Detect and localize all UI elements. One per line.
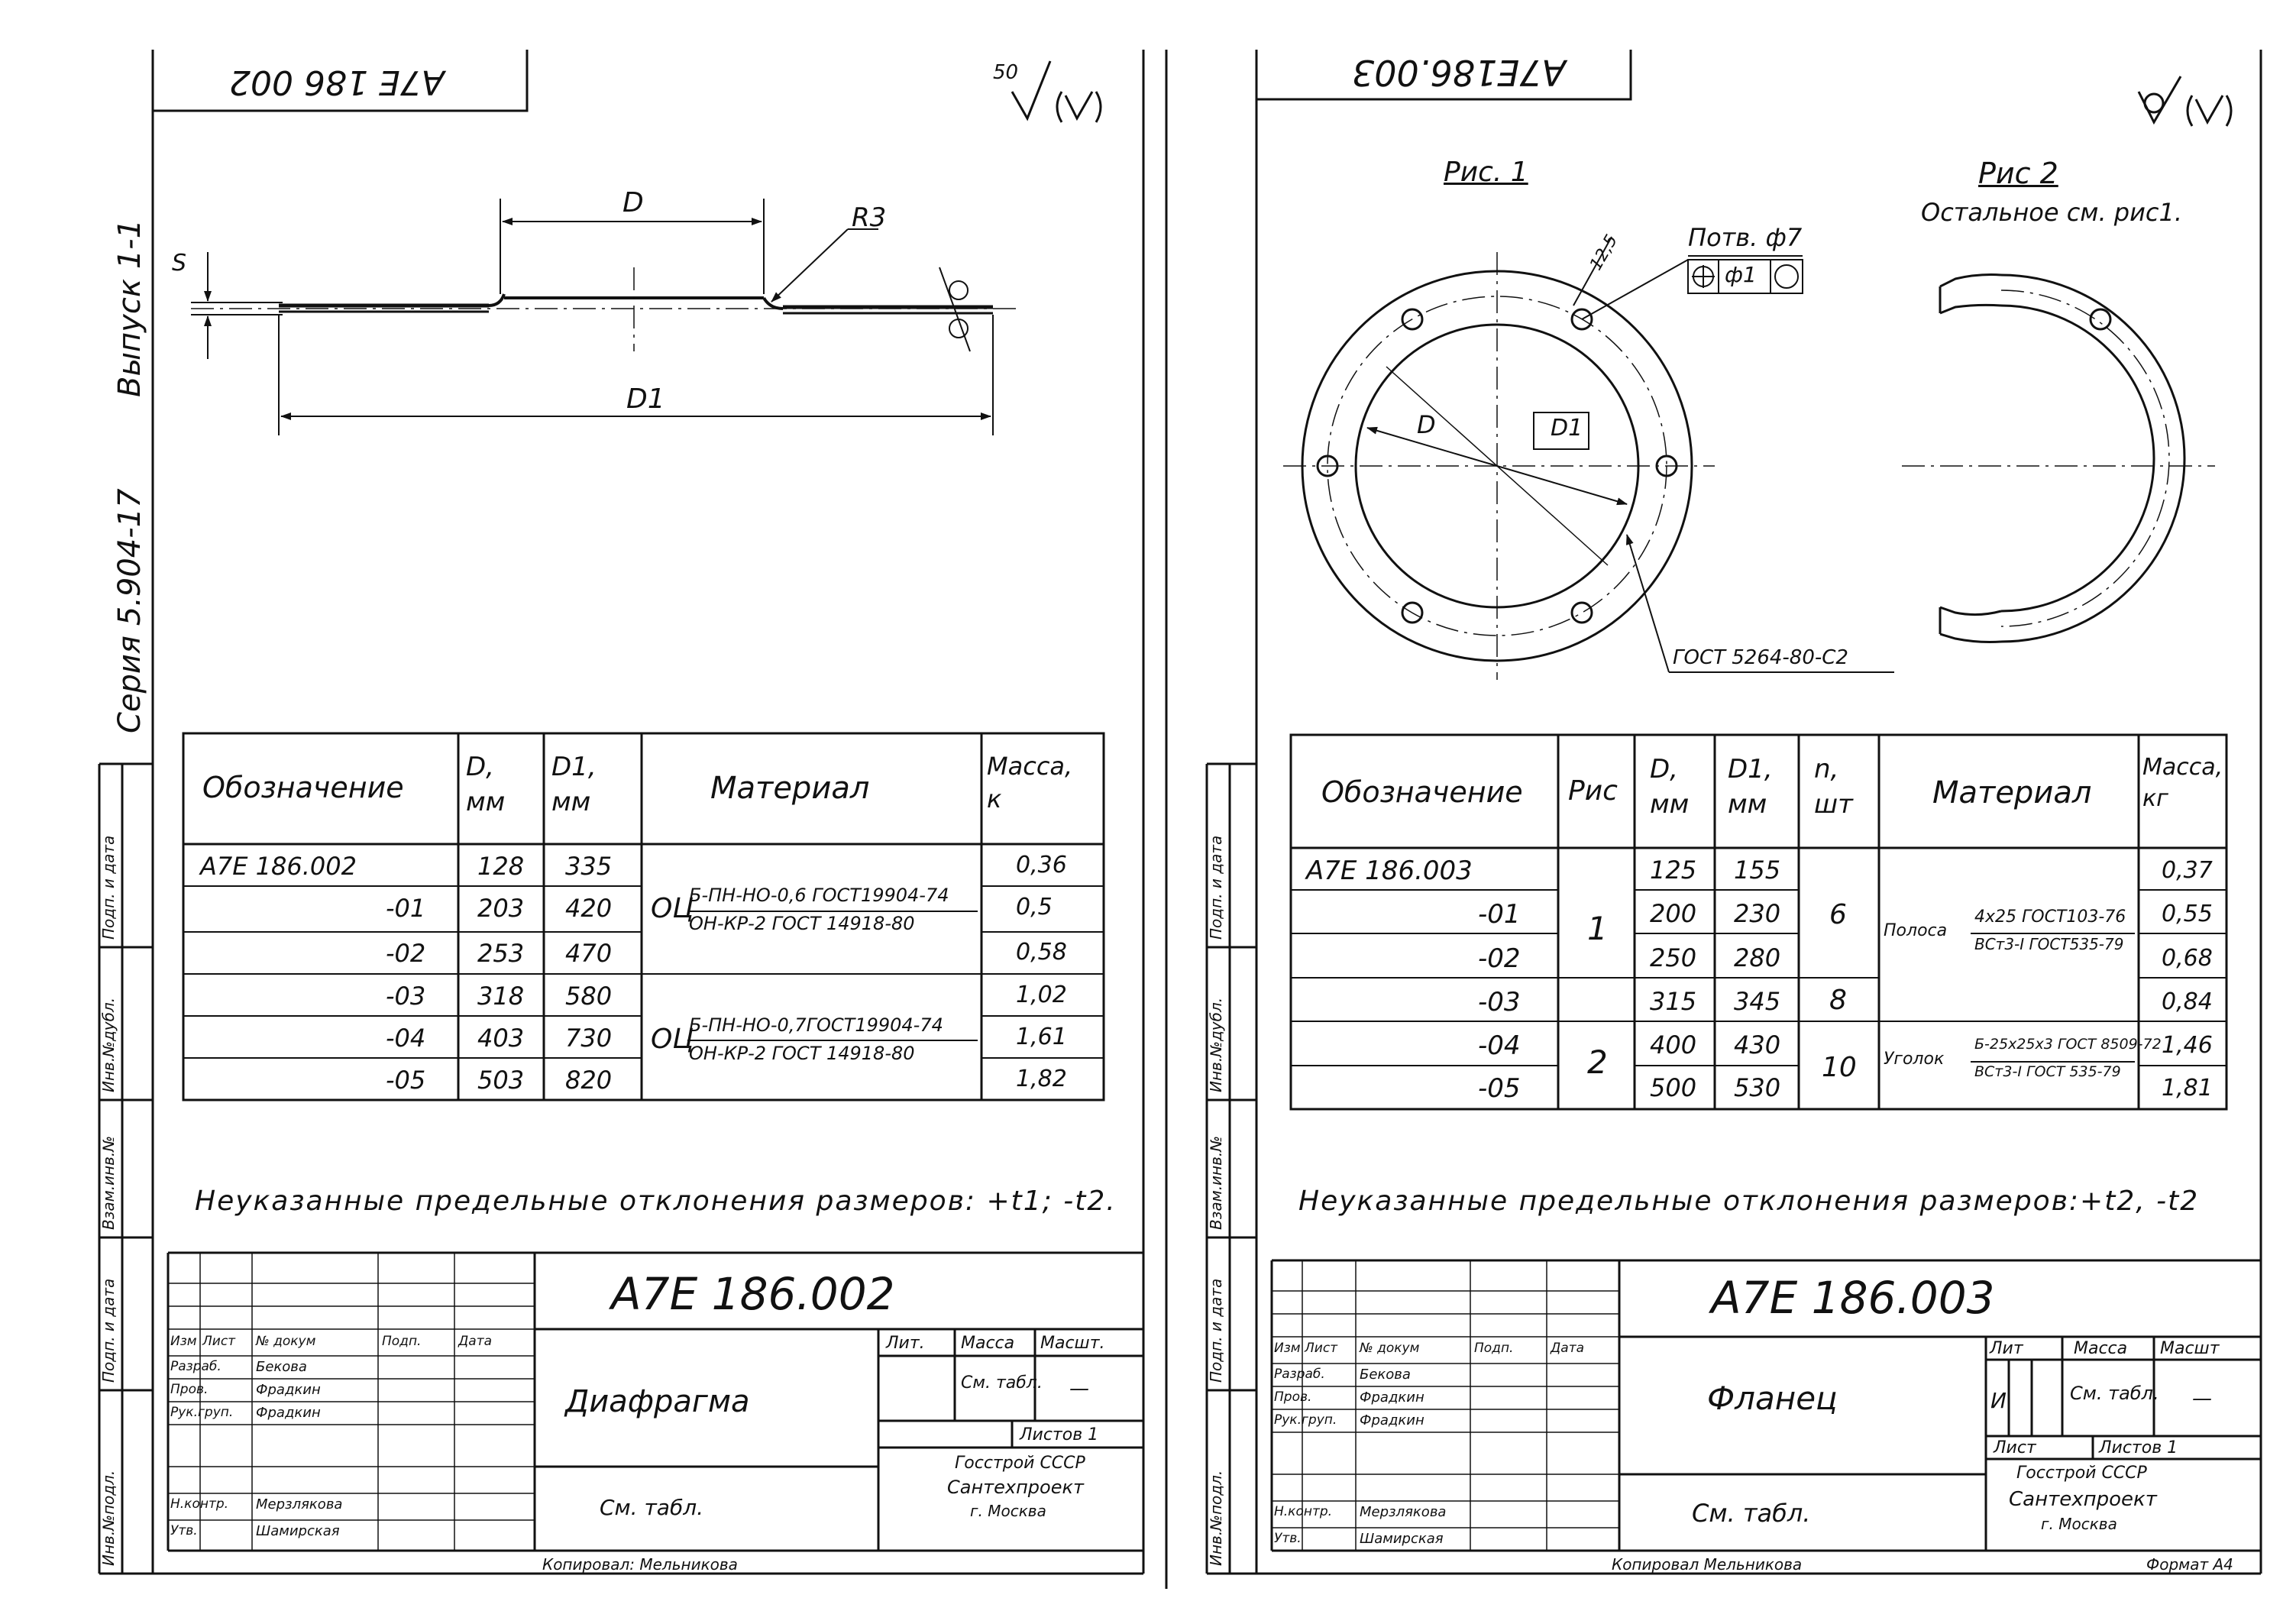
left-role-5: Утв. xyxy=(170,1523,198,1538)
rt-row-4-d1: 430 xyxy=(1734,1030,1781,1059)
right-side-0: Инв.№подл. xyxy=(1207,1470,1225,1566)
lt-row-3-mass: 1,02 xyxy=(1016,982,1067,1008)
rt-n-group-2: 10 xyxy=(1822,1052,1857,1083)
right-col-doc: № докум xyxy=(1360,1341,1420,1356)
left-role-3: Рук.груп. xyxy=(170,1405,234,1420)
right-role-4: Н.контр. xyxy=(1274,1504,1333,1519)
lt-row-2-d1: 470 xyxy=(565,939,613,968)
lt-row-2-d: 253 xyxy=(477,939,525,968)
left-scale-val: — xyxy=(1069,1377,1089,1400)
lt-header-material: Материал xyxy=(710,771,870,806)
rt-row-1-d1: 230 xyxy=(1734,899,1781,928)
rt-n-group-0: 6 xyxy=(1829,899,1847,930)
right-lit-val: И xyxy=(1990,1388,2007,1413)
right-org-1: Сантехпроект xyxy=(2009,1488,2157,1511)
left-see-table: См. табл. xyxy=(600,1495,704,1520)
lt-row-0-d1: 335 xyxy=(565,852,613,881)
left-side-2: Взам.инв.№ xyxy=(99,1135,118,1230)
position-tolerance: ф1 xyxy=(1725,262,1757,287)
right-role-1: Разраб. xyxy=(1274,1367,1325,1382)
rt-n-group-1: 8 xyxy=(1829,985,1847,1016)
left-col-sign: Подп. xyxy=(382,1334,422,1349)
left-corner-code: A7E 186 002 xyxy=(229,63,445,102)
left-issue-label: Выпуск 1-1 xyxy=(112,218,147,397)
right-hdr-lit: Лит xyxy=(1990,1339,2023,1358)
left-role-1: Разраб. xyxy=(170,1359,222,1374)
rt-row-5-mass: 1,81 xyxy=(2162,1075,2213,1101)
right-part-name: Фланец xyxy=(1707,1380,1838,1417)
right-org-0: Госстрой СССР xyxy=(2016,1464,2147,1483)
right-hdr-scale: Масшт xyxy=(2160,1339,2220,1358)
lt-row-2-mass: 0,58 xyxy=(1016,939,1067,966)
left-side-0: Инв.№подл. xyxy=(99,1470,118,1566)
left-hdr-lit: Лит. xyxy=(886,1334,925,1353)
dim-12-5: 12,5 xyxy=(1586,231,1622,274)
rt-fig-group-1: 2 xyxy=(1587,1043,1608,1081)
dim-d1-label: D1 xyxy=(626,383,665,415)
left-role-5-name: Шамирская xyxy=(256,1523,340,1539)
right-col-sign: Подп. xyxy=(1474,1341,1514,1356)
left-role-4-name: Мерзлякова xyxy=(256,1496,343,1512)
left-doc-code: A7E 186.002 xyxy=(611,1268,895,1320)
rt-mat-1-bottom: ВСт3-I ГОСТ 535-79 xyxy=(1974,1063,2121,1080)
rt-row-4-code: -04 xyxy=(1478,1030,1521,1061)
right-mass-val: См. табл. xyxy=(2070,1383,2159,1404)
lt-row-4-code: -04 xyxy=(386,1024,426,1053)
lt-mat-0-bottom: ОН-КР-2 ГОСТ 14918-80 xyxy=(689,913,915,934)
rt-fig-group-0: 1 xyxy=(1587,910,1608,947)
right-role-2-name: Фрадкин xyxy=(1360,1389,1424,1406)
left-org-2: г. Москва xyxy=(970,1502,1046,1520)
right-hdr-mass: Масса xyxy=(2074,1339,2128,1358)
rt-row-0-d1: 155 xyxy=(1734,856,1781,885)
right-role-2: Пров. xyxy=(1274,1389,1312,1405)
weld-standard: ГОСТ 5264-80-С2 xyxy=(1673,646,1848,669)
lt-mat-1-top: Б-ПН-НО-0,7ГОСТ19904-74 xyxy=(689,1014,943,1036)
fig1-label: Рис. 1 xyxy=(1444,157,1528,188)
left-role-4: Н.контр. xyxy=(170,1496,229,1512)
lt-row-3-d: 318 xyxy=(477,982,525,1011)
right-see-table: См. табл. xyxy=(1692,1499,1811,1528)
left-tolerance-note: Неуказанные предельные отклонения размеров: +t1; -t2. xyxy=(195,1186,1117,1217)
left-role-0-name: Лист xyxy=(202,1334,236,1349)
lt-row-5-d: 503 xyxy=(477,1066,525,1095)
rt-mat-0-top: 4х25 ГОСТ103-76 xyxy=(1974,907,2126,927)
lt-row-3-code: -03 xyxy=(386,982,426,1011)
left-series-label: Серия 5.904-17 xyxy=(112,488,147,733)
rt-row-0-code: A7E 186.003 xyxy=(1306,856,1473,886)
right-scale-val: — xyxy=(2192,1387,2212,1410)
rt-row-5-d: 500 xyxy=(1650,1073,1697,1102)
rt-row-2-mass: 0,68 xyxy=(2162,945,2213,972)
rt-row-2-code: -02 xyxy=(1478,943,1521,974)
right-side-4: Подп. и дата xyxy=(1207,835,1225,940)
hole-note: Потв. ф7 xyxy=(1688,223,1803,252)
right-sheet: Лист xyxy=(1994,1438,2036,1457)
dim-r3-label: R3 xyxy=(852,202,887,233)
right-side-2: Взам.инв.№ xyxy=(1207,1135,1225,1230)
right-role-4-name: Мерзлякова xyxy=(1360,1504,1447,1520)
rt-row-0-mass: 0,37 xyxy=(2162,857,2213,884)
rt-mat-1-prefix: Уголок xyxy=(1884,1050,1945,1069)
right-col-date: Дата xyxy=(1551,1341,1585,1356)
rt-row-3-mass: 0,84 xyxy=(2162,988,2213,1015)
right-org-2: г. Москва xyxy=(2041,1515,2117,1533)
rt-mat-1-top: Б-25х25х3 ГОСТ 8509-72 xyxy=(1974,1036,2162,1053)
rt-row-5-code: -05 xyxy=(1478,1073,1521,1104)
lt-row-5-code: -05 xyxy=(386,1066,426,1095)
lt-row-0-d: 128 xyxy=(477,852,525,881)
lt-mat-0-top: Б-ПН-НО-0,6 ГОСТ19904-74 xyxy=(689,885,949,906)
left-copier: Копировал: Мельникова xyxy=(542,1555,738,1574)
rt-mat-0-bottom: ВСт3-I ГОСТ535-79 xyxy=(1974,935,2124,953)
lt-row-4-d1: 730 xyxy=(565,1024,613,1053)
rt-row-2-d1: 280 xyxy=(1734,943,1781,972)
left-mass-val: См. табл. xyxy=(961,1373,1043,1393)
lt-row-4-d: 403 xyxy=(477,1024,525,1053)
rt-header-code: Обозначение xyxy=(1321,775,1523,809)
dim-d-label: D xyxy=(623,187,644,218)
lt-row-5-d1: 820 xyxy=(565,1066,613,1095)
left-col-date: Дата xyxy=(458,1334,493,1349)
lt-header-code: Обозначение xyxy=(202,771,404,804)
rt-row-1-mass: 0,55 xyxy=(2162,901,2213,927)
dim-s-label: S xyxy=(172,250,187,277)
left-role-1-name: Бекова xyxy=(256,1359,307,1375)
lt-header-d: D, мм xyxy=(466,752,506,817)
rt-row-4-mass: 1,46 xyxy=(2162,1032,2213,1059)
lt-row-1-d: 203 xyxy=(477,894,525,923)
rt-header-mass: Масса, кг xyxy=(2142,754,2223,812)
rt-header-n: n, шт xyxy=(1814,754,1853,820)
left-role-3-name: Фрадкин xyxy=(256,1405,321,1421)
right-role-5: Утв. xyxy=(1274,1531,1302,1546)
left-org-0: Госстрой СССР xyxy=(955,1454,1085,1473)
fig1-dim-d: D xyxy=(1417,410,1436,439)
lt-row-4-mass: 1,61 xyxy=(1016,1024,1067,1050)
left-side-4: Подп. и дата xyxy=(99,835,118,940)
right-role-1-name: Бекова xyxy=(1360,1367,1411,1383)
rt-row-1-d: 200 xyxy=(1650,899,1697,928)
right-doc-code: A7E 186.003 xyxy=(1711,1272,1995,1324)
left-side-1: Подп. и дата xyxy=(99,1278,118,1383)
left-hdr-scale: Масшт. xyxy=(1040,1334,1105,1353)
left-hdr-mass: Масса xyxy=(961,1334,1015,1353)
right-format: Формат А4 xyxy=(2146,1555,2233,1574)
right-role-5-name: Шамирская xyxy=(1360,1531,1444,1547)
left-part-name: Диафрагма xyxy=(565,1384,750,1419)
fig2-label: Рис 2 xyxy=(1978,157,2058,190)
lt-row-0-mass: 0,36 xyxy=(1016,852,1067,878)
rt-header-material: Материал xyxy=(1932,775,2092,810)
right-copier: Копировал Мельникова xyxy=(1612,1555,1803,1574)
lt-header-mass: Масса, к xyxy=(987,752,1073,814)
rt-header-fig: Рис xyxy=(1568,775,1618,807)
right-role-0-name: Лист xyxy=(1305,1341,1338,1356)
right-corner-code: A7E186.003 xyxy=(1352,52,1567,93)
lt-row-3-d1: 580 xyxy=(565,982,613,1011)
right-role-3-name: Фрадкин xyxy=(1360,1412,1424,1428)
left-role-2: Пров. xyxy=(170,1382,209,1397)
rt-header-d: D, мм xyxy=(1650,754,1690,820)
rt-row-3-d1: 345 xyxy=(1734,987,1781,1016)
lt-row-1-d1: 420 xyxy=(565,894,613,923)
lt-row-0-code: A7E 186.002 xyxy=(200,852,357,881)
left-role-0: Изм xyxy=(170,1334,197,1349)
right-role-3: Рук.груп. xyxy=(1274,1412,1337,1428)
right-tolerance-note: Неуказанные предельные отклонения размеров:+t2, -t2 xyxy=(1298,1186,2200,1217)
right-role-0: Изм xyxy=(1274,1341,1301,1356)
lt-row-1-code: -01 xyxy=(386,894,426,923)
rt-row-2-d: 250 xyxy=(1650,943,1697,972)
rt-row-3-d: 315 xyxy=(1650,987,1697,1016)
lt-row-1-mass: 0,5 xyxy=(1016,894,1053,920)
rt-row-3-code: -03 xyxy=(1478,987,1521,1017)
rt-row-4-d: 400 xyxy=(1650,1030,1697,1059)
right-side-3: Инв.№дубл. xyxy=(1207,997,1225,1092)
rt-row-0-d: 125 xyxy=(1650,856,1697,885)
left-sheets: Листов 1 xyxy=(1020,1425,1099,1444)
lt-mat-1-bottom: ОН-КР-2 ГОСТ 14918-80 xyxy=(689,1043,915,1064)
rt-header-d1: D1, мм xyxy=(1728,754,1773,820)
lt-row-2-code: -02 xyxy=(386,939,426,968)
rt-row-5-d1: 530 xyxy=(1734,1073,1781,1102)
lt-row-5-mass: 1,82 xyxy=(1016,1066,1067,1092)
lt-mat-0-prefix: ОЦ xyxy=(651,893,694,924)
left-col-doc: № докум xyxy=(256,1334,316,1349)
left-role-2-name: Фрадкин xyxy=(256,1382,321,1398)
right-sheets: Листов 1 xyxy=(2099,1438,2178,1457)
rt-mat-0-prefix: Полоса xyxy=(1884,921,1948,940)
rt-row-1-code: -01 xyxy=(1478,899,1521,930)
right-side-1: Подп. и дата xyxy=(1207,1278,1225,1383)
left-side-3: Инв.№дубл. xyxy=(99,997,118,1092)
fig2-note: Остальное см. рис1. xyxy=(1921,198,2183,227)
left-roughness-value: 50 xyxy=(993,61,1019,84)
left-org-1: Сантехпроект xyxy=(947,1477,1084,1498)
fig1-dim-d1: D1 xyxy=(1551,415,1583,442)
lt-mat-1-prefix: ОЦ xyxy=(651,1024,694,1055)
lt-header-d1: D1, мм xyxy=(551,752,597,817)
